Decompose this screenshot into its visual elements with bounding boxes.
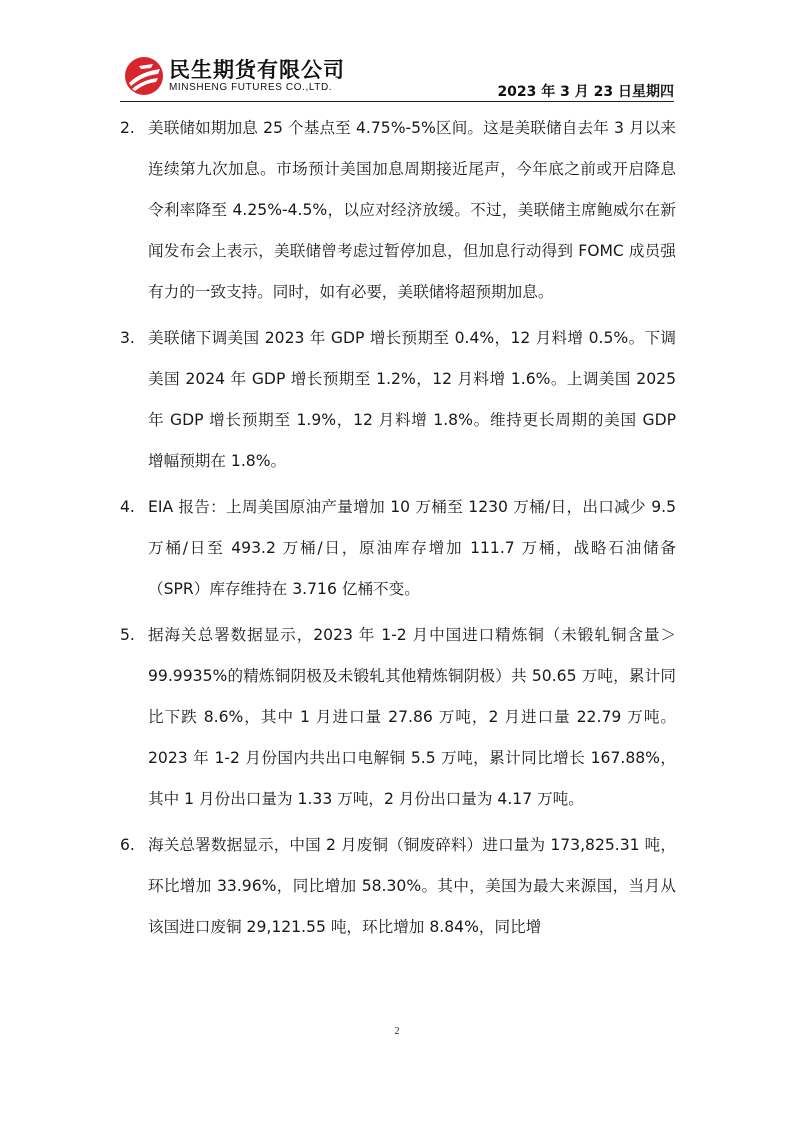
logo-chinese-name: 民生期货有限公司 (169, 58, 345, 82)
report-date: 2023 年 3 月 23 日星期四 (497, 84, 674, 100)
item-text: EIA 报告：上周美国原油产量增加 10 万桶至 1230 万桶/日，出口减少 9.5 万桶/日至 493.2 万桶/日，原油库存增加 111.7 万桶，战略石油储备（SPR）库存维持在 3.716 亿桶不变。 (148, 498, 676, 598)
item-number: 6. (120, 836, 135, 854)
list-item (120, 487, 676, 610)
company-logo (120, 52, 370, 100)
page-header (120, 52, 674, 102)
item-number: 4. (120, 498, 135, 516)
item-text: 美联储如期加息 25 个基点至 4.75%-5%区间。这是美联储自去年 3 月以来连续第九次加息。市场预计美国加息周期接近尾声，今年底之前或开启降息令利率降至 4.25%-4.5%，以应对经济放缓。不过，美联储主席鲍威尔在新闻发布会上表示，美联储曾考虑过暂停加息，但加息行动得到 FOMC 成员强有力的一致支持。同时，如有必要，美联储将超预期加息。 (148, 119, 676, 301)
list-item (120, 825, 676, 948)
logo-english-name: MINSHENG FUTURES CO.,LTD. (169, 82, 333, 93)
list-item (120, 318, 676, 482)
item-text: 海关总署数据显示，中国 2 月废铜（铜废碎料）进口量为 173,825.31 吨，环比增加 33.96%，同比增加 58.30%。其中，美国为最大来源国，当月从该国进口废铜 29,121.55 吨，环比增加 8.84%，同比增 (148, 836, 676, 936)
item-text: 美联储下调美国 2023 年 GDP 增长预期至 0.4%，12 月料增 0.5%。下调美国 2024 年 GDP 增长预期至 1.2%，12 月料增 1.6%。上调美国 2025 年 GDP 增长预期至 1.9%，12 月料增 1.8%。维持更长周期的美国 GDP 增幅预期在 1.8%。 (148, 329, 676, 470)
minsheng-logo-icon (123, 55, 165, 97)
page-number: 2 (394, 1026, 400, 1037)
list-item (120, 615, 676, 820)
item-number: 3. (120, 329, 135, 347)
list-item (120, 108, 676, 313)
header-divider (120, 101, 674, 102)
news-list (120, 108, 676, 948)
item-text: 据海关总署数据显示，2023 年 1-2 月中国进口精炼铜（未锻轧铜含量＞99.9935%的精炼铜阴极及未锻轧其他精炼铜阴极）共 50.65 万吨，累计同比下跌 8.6%，其中 1 月进口量 27.86 万吨，2 月进口量 22.79 万吨。2023 年 1-2 月份国内共出口电解铜 5.5 万吨，累计同比增长 167.88%，其中 1 月份出口量为 1.33 万吨，2 月份出口量为 4.17 万吨。 (148, 626, 676, 808)
item-number: 2. (120, 119, 135, 137)
item-number: 5. (120, 626, 135, 644)
